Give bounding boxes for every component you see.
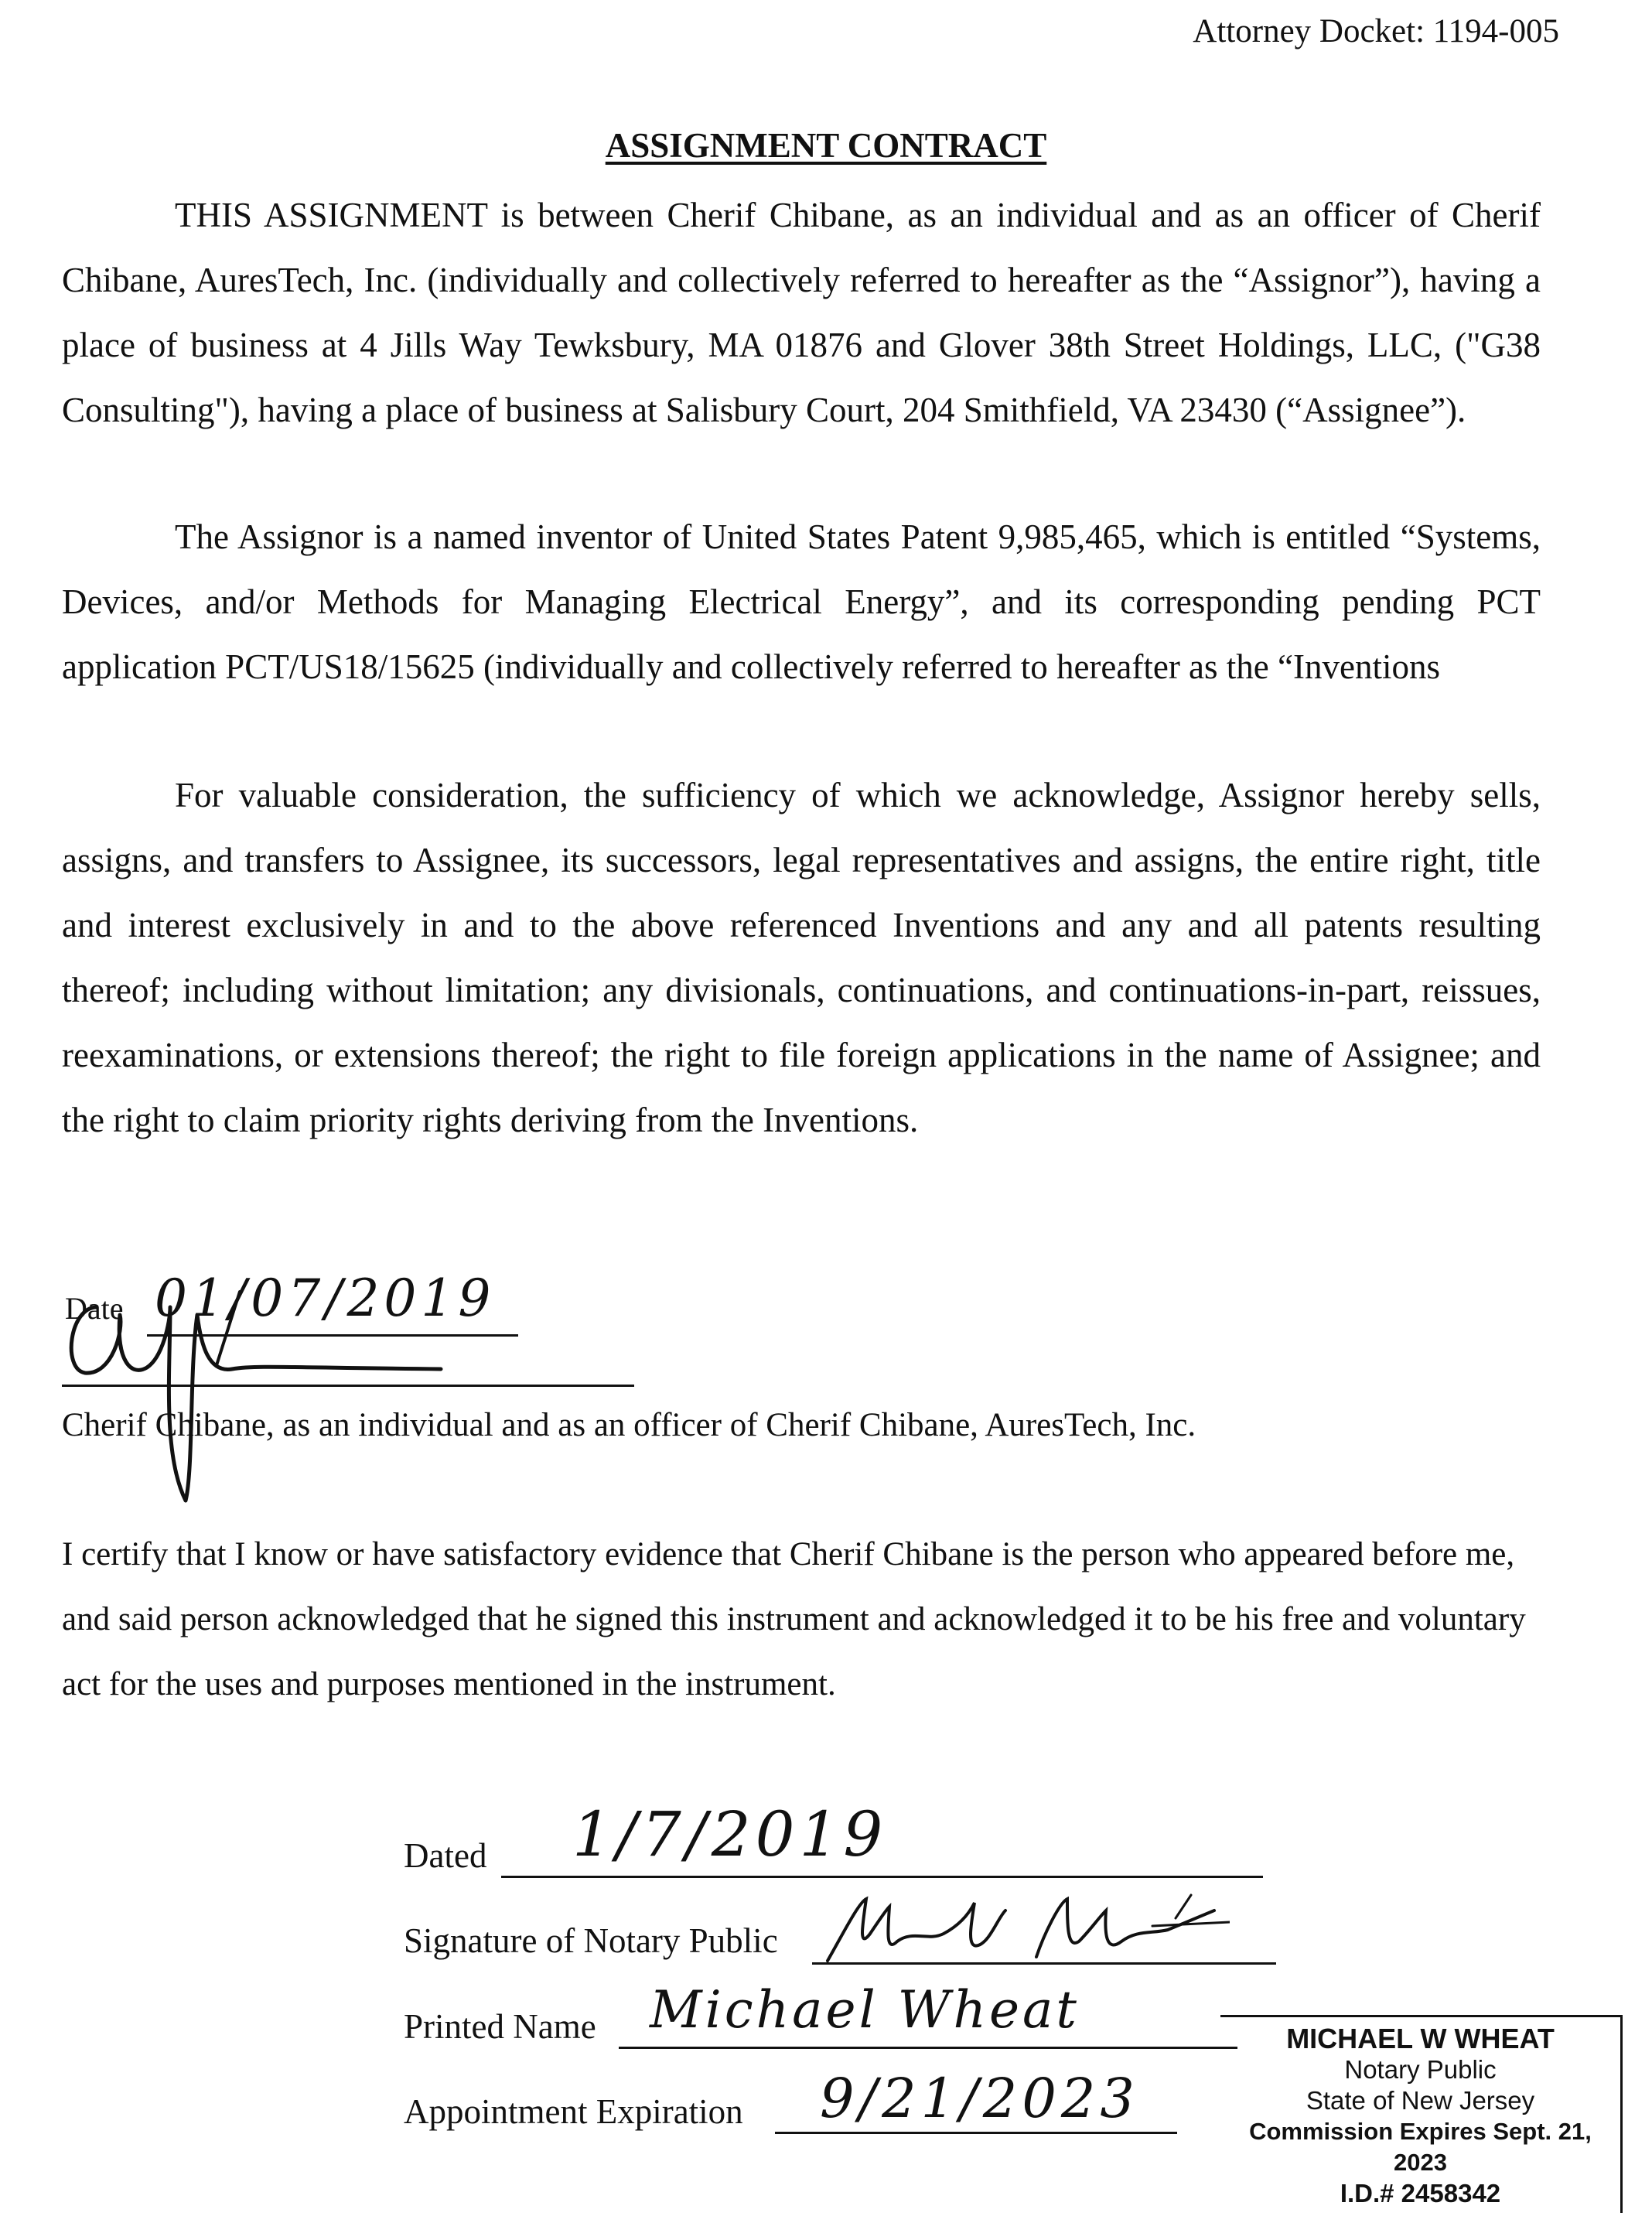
paragraph-inventions: The Assignor is a named inventor of United States Patent 9,985,465, which is entitled “Systems, Devices, and/or Methods for Managing Electrical Energy”, and its corresponding pending PCT application PCT/US18/15625 (individually and collectively referred to hereafter as the “Inventions: [62, 517, 1541, 686]
assignor-signer-caption: Cherif Chibane, as an individual and as an officer of Cherif Chibane, AuresTech, Inc.: [62, 1407, 1196, 1443]
assignor-signature-image: [54, 1276, 487, 1508]
stamp-id: I.D.# 2458342: [1340, 2179, 1501, 2208]
dated-label: Dated: [404, 1836, 487, 1875]
notary-stamp: [1220, 2015, 1623, 2213]
stamp-title: Notary Public: [1344, 2055, 1497, 2084]
notary-signature-image: [812, 1887, 1230, 1972]
stamp-state: State of New Jersey: [1306, 2086, 1535, 2115]
paragraph-assignment-terms: For valuable consideration, the sufficiency of which we acknowledge, Assignor hereby sells, assigns, and transfers to Assignee, its successors, legal representatives and assigns, the entire right, title and interest exclusively in and to the above referenced Inventions and any and all patents resulting thereof; including without limitation; any divisionals, continuations, and continuations-in-part, reissues, reexaminations, or extensions thereof; the right to file foreign applications in the name of Assignee; and the right to claim priority rights deriving from the Inventions.: [62, 776, 1541, 1139]
assignor-signature-line: [62, 1385, 634, 1387]
assignor-date-handwritten: 01/07/2019: [155, 1269, 496, 1328]
stamp-name: MICHAEL W WHEAT: [1286, 2023, 1555, 2054]
attorney-docket: Attorney Docket: 1194-005: [1193, 13, 1559, 50]
notary-certification: I certify that I know or have satisfactory evidence that Cherif Chibane is the person who appeared before me, and said person acknowledged that he signed this instrument and acknowledged it to be his free and voluntary act for the uses and purposes mentioned in the instrument.: [62, 1536, 1526, 1702]
dated-handwritten: 1/7/2019: [572, 1798, 888, 1870]
dated-line: [501, 1876, 1263, 1878]
expiration-label: Appointment Expiration: [404, 2092, 743, 2131]
printed-name-handwritten: Michael Wheat: [650, 1980, 1080, 2040]
notary-signature-label: Signature of Notary Public: [404, 1921, 778, 1960]
stamp-commission: Commission Expires Sept. 21, 2023: [1249, 2118, 1592, 2176]
printed-name-label: Printed Name: [404, 2007, 596, 2046]
document-title: ASSIGNMENT CONTRACT: [605, 126, 1047, 165]
expiration-line: [775, 2132, 1177, 2134]
assignor-date-label: Date: [65, 1291, 124, 1326]
printed-name-line: [619, 2047, 1237, 2049]
expiration-handwritten: 9/21/2023: [820, 2067, 1139, 2130]
paragraph-parties: THIS ASSIGNMENT is between Cherif Chibane, as an individual and as an officer of Cherif Chibane, AuresTech, Inc. (individually and collectively referred to hereafter as the “Assignor”), having a place of business at 4 Jills Way Tewksbury, MA 01876 and Glover 38th Street Holdings, LLC, ("G38 Consulting"), having a place of business at Salisbury Court, 204 Smithfield, VA 23430 (“Assignee”).: [62, 196, 1541, 429]
